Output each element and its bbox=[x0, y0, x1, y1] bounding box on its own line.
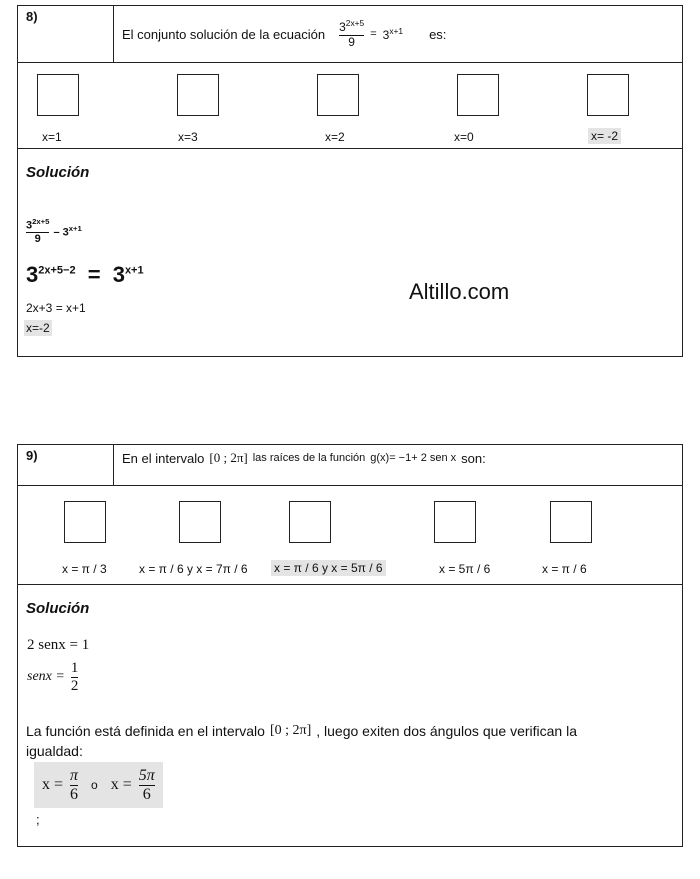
q9-solution-text bbox=[26, 723, 577, 739]
q8-solution-step-2: $3^{2x+5-2} = 3^{x+1}$ bbox=[26, 262, 144, 287]
q8-solution-title: Solución bbox=[26, 164, 90, 181]
q9-option-1-checkbox[interactable] bbox=[64, 501, 106, 543]
q8-equation-fraction bbox=[339, 19, 364, 48]
q9-trailing-semicolon: ; bbox=[36, 812, 40, 827]
q8-header-bottom-line bbox=[17, 62, 683, 63]
q8-eq-equals: = bbox=[370, 28, 377, 40]
q8-option-1-checkbox[interactable] bbox=[37, 74, 79, 116]
question-8-frame bbox=[17, 5, 683, 357]
q8-option-1-label: x=1 bbox=[42, 130, 62, 144]
q9-option-3-label: x = π / 6 y x = 5π / 6 bbox=[271, 560, 386, 576]
q8-eq-denominator: 9 bbox=[339, 35, 364, 49]
q9-final-or: o bbox=[91, 778, 98, 792]
q8-solution-step-1 bbox=[26, 218, 82, 245]
q8-header-divider bbox=[113, 5, 114, 63]
q8-step1-numerator: $3^{2x+5}$ bbox=[26, 217, 50, 232]
q9-final-fraction-2 bbox=[139, 767, 155, 803]
q9-header-divider bbox=[113, 444, 114, 486]
q9-final-den2: 6 bbox=[139, 785, 155, 804]
q8-solution-step-3: 2x+3 = x+1 bbox=[26, 301, 86, 315]
altillo-watermark: Altillo.com bbox=[409, 279, 510, 304]
q9-final-x1: x = bbox=[42, 776, 64, 793]
q9-number: 9) bbox=[26, 448, 38, 463]
q9-header-bottom-line bbox=[17, 485, 683, 486]
q8-eq-numerator: $3^{2x+5}$ bbox=[339, 18, 365, 35]
q9-text-b: , luego exiten dos ángulos que verifican la bbox=[316, 723, 577, 739]
q9-text-a: La función está definida en el intervalo bbox=[26, 723, 265, 739]
q9-prompt bbox=[122, 450, 486, 466]
q8-option-4-checkbox[interactable] bbox=[457, 74, 499, 116]
q8-eq-rhs: $3^{x+1}$ bbox=[382, 26, 404, 42]
q8-options-bottom-line bbox=[17, 148, 683, 149]
q9-step2-fraction bbox=[71, 660, 79, 694]
q9-option-3-checkbox[interactable] bbox=[289, 501, 331, 543]
q9-option-4-label: x = 5π / 6 bbox=[439, 562, 491, 576]
q8-prompt-end: es: bbox=[429, 26, 447, 42]
q8-step1-fraction bbox=[26, 218, 49, 245]
q9-option-4-checkbox[interactable] bbox=[434, 501, 476, 543]
q9-final-answer bbox=[34, 762, 163, 808]
q9-solution-title: Solución bbox=[26, 600, 90, 617]
q9-solution-step-1: 2 senx = 1 bbox=[27, 637, 90, 653]
q9-text-interval: [0 ; 2π] bbox=[269, 723, 312, 738]
q9-prompt-interval: [0 ; 2π] bbox=[209, 450, 248, 465]
q8-step1-denominator: 9 bbox=[26, 232, 49, 245]
q9-options-bottom-line bbox=[17, 584, 683, 585]
q9-option-2-checkbox[interactable] bbox=[179, 501, 221, 543]
q9-final-fraction-1 bbox=[70, 767, 78, 803]
q8-solution-step-4: x=-2 bbox=[26, 321, 50, 335]
q9-prompt-text-b: las raíces de la función bbox=[252, 452, 366, 464]
q8-option-4-label: x=0 bbox=[454, 130, 474, 144]
q8-prompt-text: El conjunto solución de la ecuación bbox=[122, 26, 326, 42]
q8-step1-rhs: – $3^{x+1}$ bbox=[53, 224, 82, 239]
q9-option-5-checkbox[interactable] bbox=[550, 501, 592, 543]
q9-solution-step-2 bbox=[27, 660, 78, 694]
q8-option-3-label: x=2 bbox=[325, 130, 345, 144]
q9-final-den1: 6 bbox=[70, 785, 79, 803]
q8-option-2-label: x=3 bbox=[178, 130, 198, 144]
q8-option-5-label: x= -2 bbox=[588, 128, 621, 144]
q9-prompt-text-c: son: bbox=[461, 450, 486, 466]
q9-option-2-label: x = π / 6 y x = 7π / 6 bbox=[139, 562, 248, 576]
q9-final-num1: π bbox=[70, 766, 79, 784]
q9-step2-denominator: 2 bbox=[70, 677, 79, 694]
q8-option-3-checkbox[interactable] bbox=[317, 74, 359, 116]
q9-option-1-label: x = π / 3 bbox=[62, 562, 107, 576]
q9-final-x2: x = bbox=[110, 776, 132, 793]
q8-number: 8) bbox=[26, 9, 38, 24]
q9-step2-lhs: senx = bbox=[27, 669, 65, 684]
q9-solution-text-cont: igualdad: bbox=[26, 743, 83, 759]
q8-prompt bbox=[122, 14, 446, 54]
q9-option-5-label: x = π / 6 bbox=[542, 562, 587, 576]
q9-step2-numerator: 1 bbox=[70, 660, 79, 676]
q9-final-num2: 5π bbox=[138, 766, 155, 784]
q9-prompt-function: g(x)= −1+ 2 sen x bbox=[370, 452, 457, 464]
q8-option-2-checkbox[interactable] bbox=[177, 74, 219, 116]
q9-prompt-text-a: En el intervalo bbox=[122, 450, 205, 466]
q8-option-5-checkbox[interactable] bbox=[587, 74, 629, 116]
